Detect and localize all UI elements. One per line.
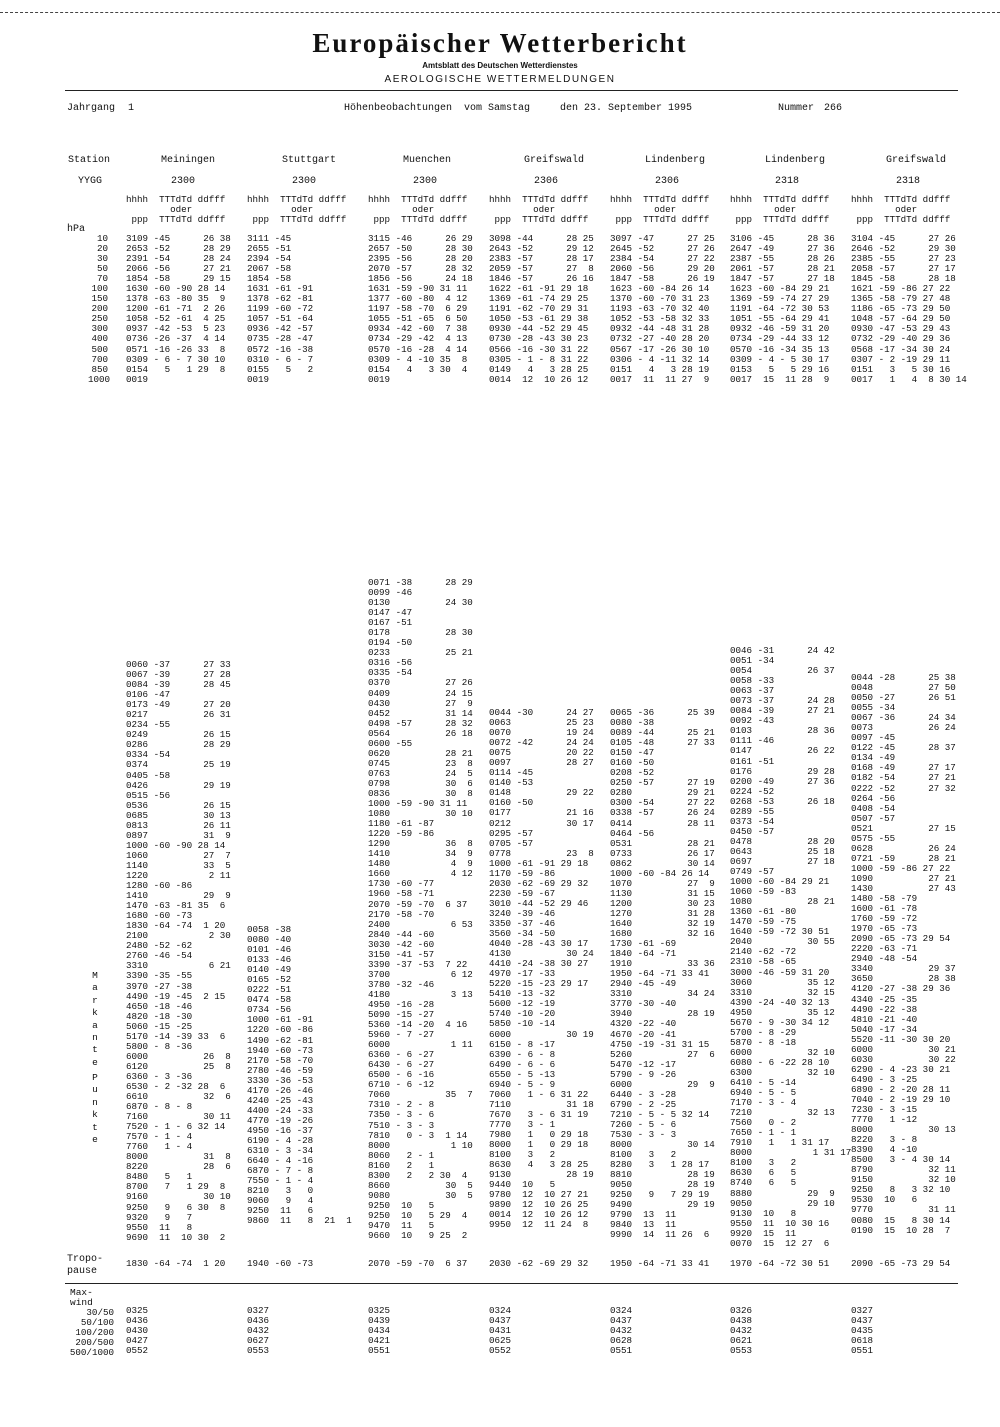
significant-levels: 0060 -37 27 33 0067 -39 27 28 0084 -39 28 45 0106 -47 0173 -49 27 20 0217 26 31 0234 -55 0249 26 15 0286 28 29 0334 -54 0374 25 19 0405 -58 0426 29 19 0515 -56 0536 26 15 0685 30 13 0813 26 11 0897 31 9 1000 -60 -90 28 14 1060 27 7 1140 33 5 1220 2 11 1280 -60 -86 1410 29 9 1470 -63 -81 35 6 1680 -60 -73 1830 -64 -74 1 20 2100 2 30 2480 -52 -62 2760 -46 -54 3310 6 21 3390 -35 -55 3970 -27 -38 4490 -19 -45 2 15 4650 -18 -46 4820 -18 -30 5060 -15 -25 5170 -14 -39 33 6 5800 - 8 -36 6000 26 8 6120 25 8 6360 - 3 -36 6530 - 2 -32 28 6 6610 32 6 6870 - 8 - 8 7160 30 11 7520 - 1 - 6 32 14 7570 - 1 - 4 7760 1 - 4 8000 31 8 8220 28 6 8480 5 1 8700 7 1 29 8 9160 30 10 9250 9 6 30 8 9320 9 7 9550 11 8 9690 11 10 30 2 <box>126 659 231 1243</box>
tropopause-values: 1950 -64 -71 33 41 <box>610 1258 710 1269</box>
standard-levels: 3097 -47 27 25 2645 -52 27 26 2384 -54 27 22 2060 -56 29 20 1847 -58 26 19 1623 -60 -84 26 14 1370 -60 -70 31 23 1193 -63 -70 32 40 1052 -53 -58 32 33 0932 -44 -48 31 28 0732 -27 -40 28 20 0567 -17 -26 30 10 0306 - 4 -11 32 14 0151 4 3 28 19 0017 11 11 27 9 <box>610 233 715 385</box>
tropopause-values: 2090 -65 -73 29 54 <box>851 1258 951 1269</box>
significant-levels: 0071 -38 28 29 0099 -46 0130 24 30 0147 -47 0167 -51 0178 28 30 0194 -50 0233 25 21 0316 -56 0335 -54 0370 27 26 0409 24 15 0430 27 9 0452 31 14 0498 -57 28 32 0564 26 18 0600 -55 0620 28 21 0745 23 8 0763 24 5 0798 30 6 0836 30 8 1000 -59 -90 31 11 1080 30 10 1180 -61 -87 1220 -59 -86 1290 36 8 1410 34 9 1480 4 9 1660 4 12 1730 -60 -77 1960 -58 -71 2070 -59 -70 6 37 2170 -58 -70 2400 6 53 2840 -44 -60 3030 -42 -60 3150 -41 -57 3390 -37 -53 7 22 3700 6 12 3780 -32 -46 4180 3 13 4950 -16 -28 5090 -15 -27 5360 -14 -20 4 16 5960 - 7 -27 6000 1 11 6360 - 6 -27 6430 - 6 -27 6500 - 6 -16 6710 - 6 -12 7060 35 7 7310 - 2 - 8 7350 - 3 - 6 7510 - 3 - 3 7810 0 - 3 1 14 8000 1 10 8060 2 - 1 8160 2 1 8300 2 2 30 4 8660 30 5 9080 30 5 9250 10 5 9250 10 5 29 4 9470 11 5 9660 10 9 25 2 <box>368 577 473 1242</box>
yygg-label: YYGG <box>78 176 103 187</box>
maxwind-values: 0327 0436 0432 0627 0553 <box>247 1305 270 1357</box>
page-title: Europäischer Wetterbericht <box>312 28 688 58</box>
significant-levels: 0044 -30 24 27 0063 25 23 0070 19 24 0072 -42 24 24 0075 20 22 0097 28 27 0114 -45 0140 -53 0148 29 22 0160 -50 0177 21 16 0212 30 17 0295 -57 0705 -57 0778 23 8 1000 -61 -91 29 18 1170 -59 -86 2030 -62 -69 29 32 2230 -59 -67 3010 -44 -52 29 46 3240 -39 -46 3350 -37 -46 3560 -34 -50 4040 -28 -43 30 17 4130 30 24 4410 -24 -38 30 27 4970 -17 -33 5220 -15 -23 29 17 5410 -13 -32 5600 -12 -19 5740 -10 -20 5850 -10 -14 6000 30 19 6150 - 8 -17 6390 - 6 - 8 6490 - 6 - 6 6550 - 5 -13 6940 - 5 - 9 7060 1 - 6 31 22 7110 31 18 7670 3 - 6 31 19 7770 3 - 1 7980 1 0 29 18 8000 1 0 29 18 8100 3 2 8630 4 3 28 25 9130 28 19 9440 10 5 9780 12 10 27 21 9890 12 10 26 25 0014 12 10 26 12 9950 12 11 24 8 <box>489 707 594 1231</box>
station-yygg: 2300 <box>171 176 196 187</box>
station-name: Lindenberg <box>765 155 826 166</box>
station-yygg: 2318 <box>775 176 800 187</box>
tropopause-values: 1970 -64 -72 30 51 <box>730 1258 830 1269</box>
station-label: Station <box>68 155 111 166</box>
station-name: Greifswald <box>524 155 585 166</box>
jahrgang-label: Jahrgang <box>67 103 116 114</box>
standard-levels: 3109 -45 26 38 2653 -52 28 29 2391 -54 28 24 2066 -56 27 21 1854 -58 29 15 1630 -60 -90 28 14 1378 -63 -80 35 9 1200 -61 -71 2 26 1058 -52 -61 4 25 0937 -42 -53 5 23 0736 -26 -37 4 14 0571 -16 -26 33 8 0309 - 6 - 7 30 10 0154 5 1 29 8 0019 <box>126 233 231 385</box>
station-name: Stuttgart <box>282 155 337 166</box>
significant-levels: 0046 -31 24 42 0051 -34 0054 26 37 0058 -33 0063 -37 0073 -37 24 28 0084 -39 27 21 0092 -43 0103 28 36 0111 -46 0147 26 22 0161 -51 0176 29 28 0200 -49 27 36 0224 -52 0268 -53 26 18 0289 -55 0373 -54 0450 -57 0478 28 20 0643 25 18 0697 27 18 0749 -57 1000 -60 -84 29 21 1060 -59 -83 1080 28 21 1360 -61 -80 1470 -59 -75 1640 -59 -72 30 51 2040 30 55 2140 -62 -72 2310 -58 -65 3000 -46 -59 31 20 3060 35 12 3310 32 15 4390 -24 -40 32 13 4950 35 12 5670 - 9 -30 34 12 5700 - 8 -29 5870 - 8 -18 6000 32 10 6080 - 6 -22 28 10 6300 32 10 6410 - 5 -14 6940 - 5 - 5 7170 - 3 - 4 7210 32 13 7560 0 - 2 7650 - 1 - 1 7910 1 1 31 17 8000 1 31 17 8100 3 2 8630 6 5 8740 6 5 8880 29 9 9050 29 10 9130 10 8 9550 11 10 30 16 9920 15 11 0070 15 12 27 6 <box>730 645 852 1249</box>
page-subtitle: Amtsblatt des Deutschen Wetterdienstes <box>422 61 578 70</box>
maxwind-values: 0324 0437 0432 0628 0551 <box>610 1305 633 1357</box>
column-header: hhhh TTTdTd ddfff oder ppp TTTdTd ddfff <box>368 194 468 226</box>
column-header: hhhh TTTdTd ddfff oder ppp TTTdTd ddfff <box>851 194 951 226</box>
station-name: Lindenberg <box>645 155 706 166</box>
station-name: Muenchen <box>403 155 452 166</box>
top-dashed-rule <box>0 12 1000 13</box>
station-yygg: 2306 <box>534 176 559 187</box>
observation-title: Höhenbeobachtungen vom Samstag <box>344 103 531 114</box>
column-header: hhhh TTTdTd ddfff oder ppp TTTdTd ddfff <box>126 194 226 226</box>
tropopause-values: 1830 -64 -74 1 20 <box>126 1258 226 1269</box>
header-rule <box>65 90 958 91</box>
tropopause-label-1: Tropo- <box>67 1254 104 1265</box>
station-yygg: 2300 <box>413 176 438 187</box>
maxwind-values: 0324 0437 0431 0625 0552 <box>489 1305 512 1357</box>
column-header: hhhh TTTdTd ddfff oder ppp TTTdTd ddfff <box>489 194 589 226</box>
tropopause-values: 2070 -59 -70 6 37 <box>368 1258 468 1269</box>
station-name: Meiningen <box>161 155 216 166</box>
maxwind-levels: 30/50 50/100 100/200 200/500 500/1000 <box>69 1307 114 1358</box>
significant-levels: 0058 -38 0080 -40 0101 -46 0133 -46 0140 -49 0165 -52 0222 -51 0474 -58 0734 -56 1000 -61 -91 1220 -60 -86 1490 -62 -81 1940 -60 -73 2170 -58 -70 2780 -46 -59 3330 -36 -53 4170 -26 -46 4240 -25 -43 4400 -24 -33 4770 -19 -26 4950 -16 -37 6190 - 4 -28 6310 - 3 -34 6640 - 4 -16 6870 - 7 - 8 7550 - 1 - 4 8210 3 0 9060 9 4 9250 11 6 9860 11 8 21 1 <box>247 924 352 1227</box>
station-name: Greifswald <box>886 155 947 166</box>
standard-levels: 3115 -46 26 29 2657 -50 28 30 2395 -56 28 20 2070 -57 28 32 1856 -56 24 18 1631 -59 -90 31 11 1377 -60 -80 4 12 1197 -58 -70 6 29 1055 -51 -65 6 50 0934 -42 -60 7 38 0734 -29 -42 4 13 0570 -16 -28 4 14 0309 - 4 -10 35 8 0154 4 3 30 4 0019 <box>368 233 473 385</box>
punkte-label: P u n k t e <box>92 1072 98 1146</box>
significant-levels: 0044 -28 25 38 0048 27 50 0050 -27 26 51 0055 -34 0067 -36 24 34 0073 26 24 0097 -45 0122 -45 28 37 0134 -49 0168 -49 27 17 0182 -54 27 21 0222 -52 27 32 0264 -56 0408 -54 0507 -57 0521 27 15 0575 -55 0628 26 24 0721 -59 28 21 1000 -59 -86 27 22 1090 27 21 1430 27 43 1480 -58 -79 1600 -61 -78 1760 -59 -72 1970 -65 -73 2090 -65 -73 29 54 2220 -63 -71 2940 -48 -54 3340 29 37 3650 28 38 4120 -27 -38 29 36 4340 -25 -35 4490 -22 -38 4810 -21 -40 5040 -17 -34 5520 -11 -30 30 20 6000 30 21 6030 30 22 6290 - 4 -23 30 21 6490 - 3 -25 6890 - 2 -20 28 11 7040 - 2 -19 29 10 7230 - 3 -15 7770 1 -12 8000 30 13 8220 3 - 8 8390 4 -10 8500 3 - 4 30 14 8790 32 11 9150 32 10 9250 8 3 32 10 9530 10 6 9770 31 11 0080 15 8 30 14 0190 15 10 28 7 <box>851 672 956 1236</box>
standard-levels: 3098 -44 28 25 2643 -52 29 12 2383 -57 28 17 2059 -57 27 8 1846 -57 26 16 1622 -61 -91 29 18 1369 -61 -74 29 25 1191 -62 -70 29 31 1050 -53 -61 29 38 0930 -44 -52 29 45 0730 -28 -43 30 23 0566 -16 -30 31 22 0305 - 1 - 8 31 22 0149 4 3 28 25 0014 12 10 26 12 <box>489 233 594 385</box>
marke-label: M a r k a n t e <box>92 970 98 1068</box>
maxwind-values: 0327 0437 0435 0618 0551 <box>851 1305 874 1357</box>
standard-levels: 3111 -45 2655 -51 2394 -54 2067 -58 1854 -58 1631 -61 -91 1378 -62 -81 1199 -60 -72 1057 -51 -64 0936 -42 -57 0735 -28 -47 0572 -16 -38 0310 - 6 - 7 0155 5 2 0019 <box>247 233 314 385</box>
column-header: hhhh TTTdTd ddfff oder ppp TTTdTd ddfff <box>730 194 830 226</box>
standard-levels: 3104 -45 27 26 2646 -52 29 30 2385 -55 27 23 2058 -57 27 17 1845 -58 28 18 1621 -59 -86 27 22 1365 -58 -79 27 48 1186 -65 -73 29 50 1048 -57 -64 29 50 0930 -47 -53 29 43 0732 -29 -40 29 36 0568 -17 -34 30 24 0307 - 2 -19 29 11 0151 3 5 30 16 0017 1 4 8 30 14 <box>851 233 967 385</box>
significant-levels: 0065 -36 25 39 0080 -38 0089 -44 25 21 0105 -48 27 33 0150 -47 0160 -50 0208 -52 0250 -57 27 19 0280 29 21 0300 -54 27 22 0338 -57 26 24 0414 28 11 0464 -56 0531 28 21 0733 26 17 0862 30 14 1000 -60 -84 26 14 1070 27 9 1130 31 15 1200 30 23 1270 31 28 1640 32 19 1680 32 16 1730 -61 -69 1840 -64 -71 1910 33 36 1950 -64 -71 33 41 2940 -45 -49 3310 34 24 3770 -30 -40 3940 28 19 4320 -22 -40 4670 -20 -41 4750 -19 -31 31 15 5260 27 6 5470 -12 -17 5790 - 9 -26 6000 29 9 6440 - 3 -28 6790 - 2 -25 7210 - 5 - 5 32 14 7260 - 5 - 6 7530 - 3 - 3 8000 30 14 8100 3 2 8280 3 1 28 17 8810 28 19 9050 28 19 9250 9 7 29 19 9490 29 19 9790 13 11 9840 13 11 9990 14 11 26 6 <box>610 707 715 1241</box>
maxwind-values: 0325 0439 0434 0421 0551 <box>368 1305 391 1357</box>
column-header: hhhh TTTdTd ddfff oder ppp TTTdTd ddfff <box>610 194 710 226</box>
standard-levels: 3106 -45 28 36 2647 -49 27 36 2387 -55 28 26 2061 -57 28 21 1847 -57 27 18 1623 -60 -84 29 21 1369 -59 -74 27 29 1191 -64 -72 30 53 1051 -55 -64 29 41 0932 -46 -59 31 20 0734 -29 -44 33 12 0570 -16 -34 35 13 0309 - 4 - 5 30 17 0153 5 5 29 16 0017 15 11 28 9 <box>730 233 835 385</box>
hpa-label: hPa <box>67 224 86 235</box>
tropopause-values: 2030 -62 -69 29 32 <box>489 1258 589 1269</box>
station-yygg: 2318 <box>896 176 921 187</box>
maxwind-label: Max- wind <box>70 1287 93 1308</box>
maxwind-values: 0325 0436 0430 0427 0552 <box>126 1305 149 1357</box>
pressure-levels: 10 20 30 50 70 100 150 200 250 300 400 500 700 850 1000 <box>88 233 111 385</box>
nummer-label: Nummer <box>778 103 815 114</box>
tropopause-label-2: pause <box>67 1266 98 1277</box>
nummer-value: 266 <box>824 103 843 114</box>
station-yygg: 2300 <box>292 176 317 187</box>
maxwind-values: 0326 0438 0432 0621 0553 <box>730 1305 753 1357</box>
section-title: AEROLOGISCHE WETTERMELDUNGEN <box>384 74 616 85</box>
jahrgang-value: 1 <box>128 103 135 114</box>
column-header: hhhh TTTdTd ddfff oder ppp TTTdTd ddfff <box>247 194 347 226</box>
observation-date: den 23. September 1995 <box>560 103 693 114</box>
station-yygg: 2306 <box>655 176 680 187</box>
tropopause-values: 1940 -60 -73 <box>247 1258 314 1269</box>
tropopause-rule <box>65 1283 958 1284</box>
